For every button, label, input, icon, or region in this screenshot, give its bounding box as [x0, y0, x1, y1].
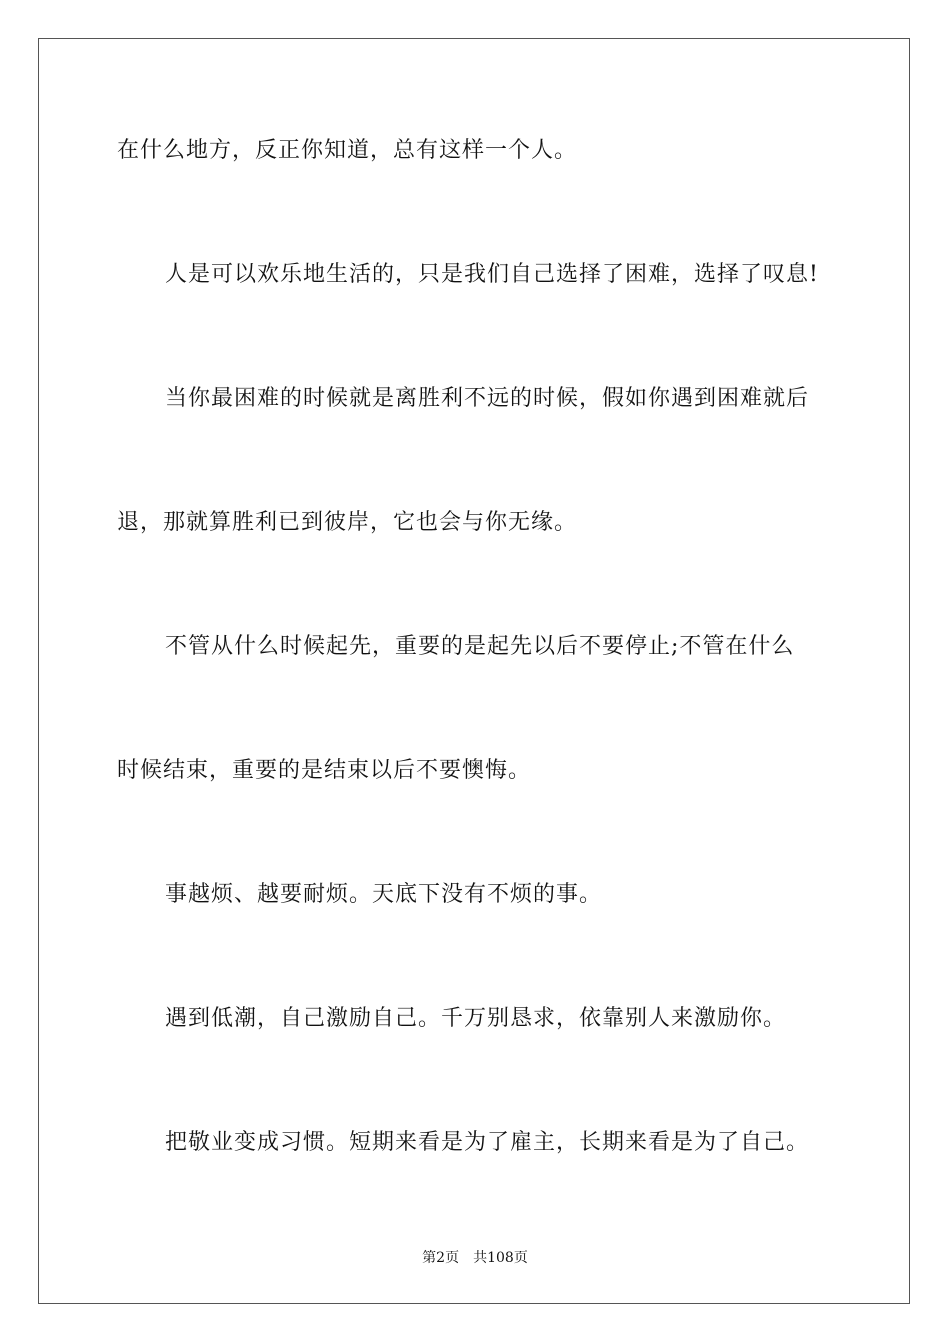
page-frame [38, 38, 910, 1304]
text-line-2: 人是可以欢乐地生活的，只是我们自己选择了困难，选择了叹息! [165, 262, 819, 287]
page-footer [0, 1247, 950, 1267]
text-line-6: 时候结束，重要的是结束以后不要懊悔。 [117, 758, 532, 783]
text-line-8: 遇到低潮，自己激励自己。千万别恳求，依靠别人来激励你。 [165, 1006, 787, 1031]
text-line-4: 退，那就算胜利已到彼岸，它也会与你无缘。 [117, 510, 578, 535]
text-line-3: 当你最困难的时候就是离胜利不远的时候，假如你遇到困难就后 [165, 386, 810, 411]
text-line-5: 不管从什么时候起先，重要的是起先以后不要停止;不管在什么 [165, 634, 795, 659]
page-total: 共108页 [473, 1250, 528, 1266]
page-number: 第2页 [422, 1250, 460, 1266]
text-line-7: 事越烦、越要耐烦。天底下没有不烦的事。 [165, 882, 603, 907]
text-line-9: 把敬业变成习惯。短期来看是为了雇主，长期来看是为了自己。 [165, 1130, 810, 1155]
text-line-1: 在什么地方，反正你知道，总有这样一个人。 [117, 138, 578, 163]
